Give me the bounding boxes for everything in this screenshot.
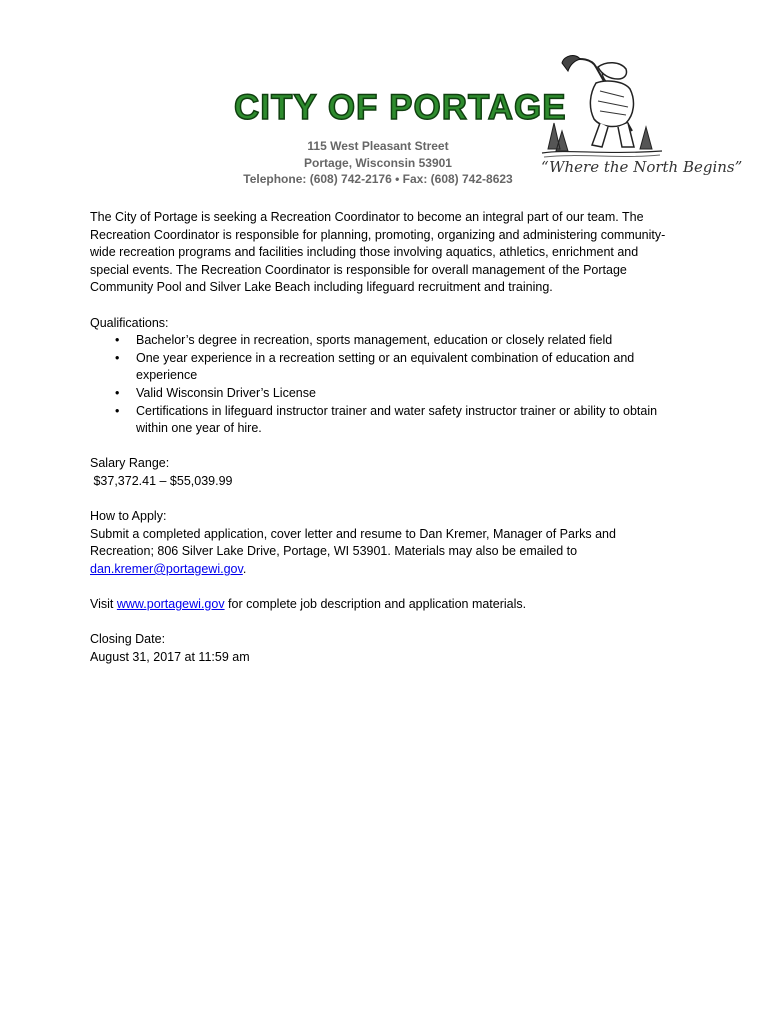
salary-value: $37,372.41 – $55,039.99 — [90, 473, 233, 488]
list-item: • One year experience in a recreation setting or an equivalent combination of education and experience — [90, 350, 680, 385]
apply-heading: How to Apply: — [90, 509, 167, 524]
list-item: • Certifications in lifeguard instructor trainer and water safety instructor trainer or ability to obtain within one year of hire. — [90, 403, 680, 438]
tagline: “Where the North Begins” — [541, 158, 743, 176]
job-posting-body — [90, 209, 680, 666]
apply-period: . — [242, 561, 247, 576]
list-item: • Valid Wisconsin Driver’s License — [90, 385, 680, 403]
visit-suffix: for complete job description and application materials. — [224, 597, 527, 612]
visit-prefix: Visit — [90, 597, 117, 612]
closing-value: August 31, 2017 at 11:59 am — [90, 649, 250, 664]
email-link[interactable]: dan.kremer@portagewi.gov — [90, 561, 243, 576]
qualifications-heading: Qualifications: — [90, 315, 169, 330]
intro-paragraph: The City of Portage is seeking a Recreation Coordinator to become an integral part of our team. The Recreation Coordinator is responsible for planning, promoting, organizing and administering community-wide recreation programs and facilities including those involving aquatics, athletics, enrichment and special events. The Recreation Coordinator is responsible for overall management of the Portage Community Pool and Silver Lake Beach including lifeguard recruitment and training. — [90, 210, 666, 295]
qualifications-list — [90, 332, 680, 438]
lumberjack-emblem-icon — [540, 53, 665, 163]
city-logo-title: CITY OF PORTAGE — [234, 88, 567, 127]
list-item: • Bachelor’s degree in recreation, sports management, education or closely related field — [90, 332, 680, 350]
closing-heading: Closing Date: — [90, 632, 166, 647]
address-street: 115 West Pleasant Street — [307, 139, 449, 153]
letterhead — [0, 0, 770, 200]
salary-heading: Salary Range: — [90, 456, 170, 471]
apply-text: Submit a completed application, cover letter and resume to Dan Kremer, Manager of Parks and Recreation; 806 Silver Lake Drive, Portage, WI 53901. Materials may also be emailed to — [90, 526, 616, 559]
website-link[interactable]: www.portagewi.gov — [116, 597, 225, 612]
address-city: Portage, Wisconsin 53901 — [304, 156, 452, 170]
apply-paragraph — [90, 526, 680, 579]
contact-phone-fax: Telephone: (608) 742-2176 • Fax: (608) 742-8623 — [243, 172, 513, 186]
visit-paragraph — [90, 596, 680, 614]
